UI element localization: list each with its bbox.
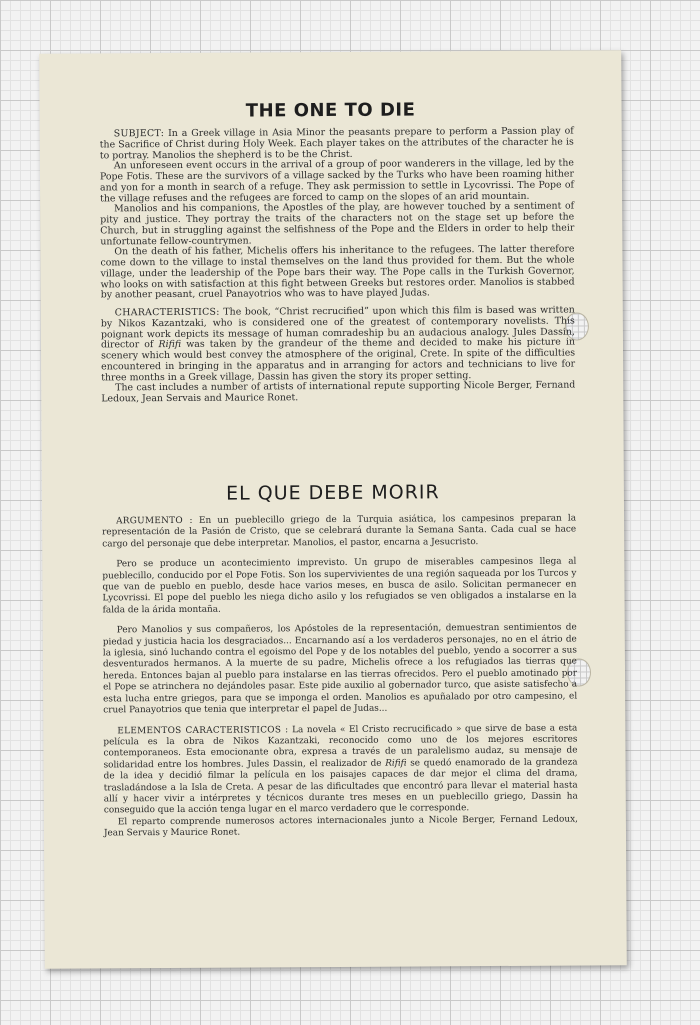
spanish-argument-paragraph bbox=[102, 514, 576, 551]
spanish-paragraph: El reparto comprende numerosos actores internacionales junto a Nicole Berger, Fernand Ledoux, Jean Servais y Maurice Ronet. bbox=[103, 814, 578, 839]
rififi-title: Rififi bbox=[158, 339, 182, 351]
characteristics-text-b: was taken by the grandeur of the theme and decided to make his picture in scenery which would best convey the atmosphere of the original, Crete. In spite of the difficulties encountered in bringing in the apparatus and in arranging for actors and technicians to live for three months in a Greek village, Dassin has given the story its proper setting. bbox=[101, 336, 576, 383]
spanish-paragraph: Pero se produce un acontecimiento imprevisto. Un grupo de miserables campesinos llega al pueblecillo, conducido por el Pope Fotis. Son los supervivientes de una región saqueada por los Turcos y que van de pueblo en pueblo, desde hace varios meses, en busca de asilo. Solicitan permanecer en Lycovrissi. El pope del pueblo les niega dicho asilo y los refugiados se ven obligados a instalarse en la falda de la árida montaña. bbox=[102, 556, 577, 616]
english-paragraph: The cast includes a number of artists of international repute supporting Nicole Berger, Fernand Ledoux, Jean Servais and Maurice Ronet. bbox=[101, 379, 576, 405]
english-paragraph: On the death of his father, Michelis offers his inheritance to the refugees. The latter therefore come down to the village to instal themselves on the land thus provided for them. But the whole village, under the leadership of the Pope bars their way. The Pope calls in the Turkish Governor, who looks on with satisfaction at this fight between Greeks but restores order. Manolios is stabbed by another peasant, cruel Panayotrios who was to have played Judas. bbox=[100, 243, 575, 301]
subject-text: In a Greek village in Asia Minor the peasants prepare to perform a Passion play of the Sacrifice of Christ during Holy Week. Each player takes on the attributes of the character he is to portray. Manolios the shepherd is to be the Christ. bbox=[99, 125, 574, 161]
spanish-title: EL QUE DEBE MORIR bbox=[226, 481, 440, 505]
english-paragraph: An unforeseen event occurs in the arrival of a group of poor wanderers in the village, led by the Pope Fotis. These are the survivors of a village sacked by the Turks who have been roaming hither and yon for a month in search of a refuge. They ask permission to settle in Lycovrissi. The Pope of the village refuses and the refugees are forced to camp on the slopes of an arid mountain. bbox=[99, 157, 575, 204]
elements-text-a: La novela « El Cristo recrucificado » que sirve de base a esta película es la obra de Nikos Kazantzaki, reconocido como uno de los mejores escritores contemporaneos. Esta emocionante obra, expresa a través de un paralelismo audaz, su mensaje de solidaridad entre los hombres. Jules Dassin, el realizador de bbox=[103, 723, 578, 771]
characteristics-text-a: The book, “Christ recrucified” upon which this film is based was written by Nikos Kazantzaki, who is considered one of the greatest of contemporary novelists. This poignant work depicts its message of human comradeship bu an audacious analogy. Jules Dassin, director of bbox=[100, 304, 575, 351]
document-sheet bbox=[39, 50, 627, 969]
subject-label: SUBJECT: bbox=[113, 128, 165, 140]
argument-text: En un pueblecillo griego de la Turquia asiática, los campesinos preparan la representación de la Pasión de Cristo, que se celebrará durante la Semana Santa. Cada cual se hace cargo del personaje que debe interpretar. Manolios, el pastor, encarna a Jesucristo. bbox=[102, 513, 577, 550]
english-subject-paragraph bbox=[100, 127, 574, 162]
english-section bbox=[100, 127, 576, 406]
english-title: THE ONE TO DIE bbox=[245, 99, 416, 122]
characteristics-label: CHARACTERISTICS: bbox=[114, 306, 220, 319]
english-characteristics-paragraph bbox=[101, 306, 575, 384]
spanish-section bbox=[102, 514, 578, 840]
spanish-elements-paragraph bbox=[103, 723, 578, 817]
elements-label: ELEMENTOS CARACTERISTICOS : bbox=[117, 724, 289, 736]
elements-text-b: se quedó enamorado de la grandeza de la idea y decidió filmar la película en los paisajes capaces de dar mejor el clima del drama, trasladándose a la Isla de Creta. A pesar de las dificultades que encontró para llevar el material hasta allí y hacer vivir a intérpretes y técnicos durante tres meses en un pueblecillo griego, Dassin ha conseguido que la acción tenga lugar en el marco verdadero que le corresponde. bbox=[103, 757, 578, 816]
argument-label: ARGUMENTO : bbox=[116, 515, 193, 527]
rififi-title: Rififi bbox=[385, 758, 407, 769]
spanish-paragraph: Pero Manolios y sus compañeros, los Apóstoles de la representación, demuestran sentimientos de piedad y justicia hacia los desgraciados... Encarnando así a los verdaderos personajes, no en el átrio de la iglesia, sinó luchando contra el egoismo del Pope y de los notables del pueblo, yendo a socorrer a sus desventurados hermanos. A la muerte de su padre, Michelis ofrece a los refugiados las tierras que hereda. Entonces bajan al pueblo para instalarse en las tierras ofrecidos. Pero el pueblo amotinado por el Pope se atrinchera no dejándoles pasar. Este pide auxilio al gobernador turco, que asiste satisfecho a esta lucha entre griegos, para que se imponga el orden. Manolios es apuñalado por otro campesino, el cruel Panayotrios que tenia que interpretar el papel de Judas... bbox=[102, 622, 578, 716]
english-paragraph: Manolios and his companions, the Apostles of the play, are however touched by a sentiment of pity and justice. They portray the traits of the characters not on the stage set up before the Church, but in struggling against the selfishness of the Pope and the Elders in order to help their unfortunate fellow-countrymen. bbox=[100, 200, 575, 247]
